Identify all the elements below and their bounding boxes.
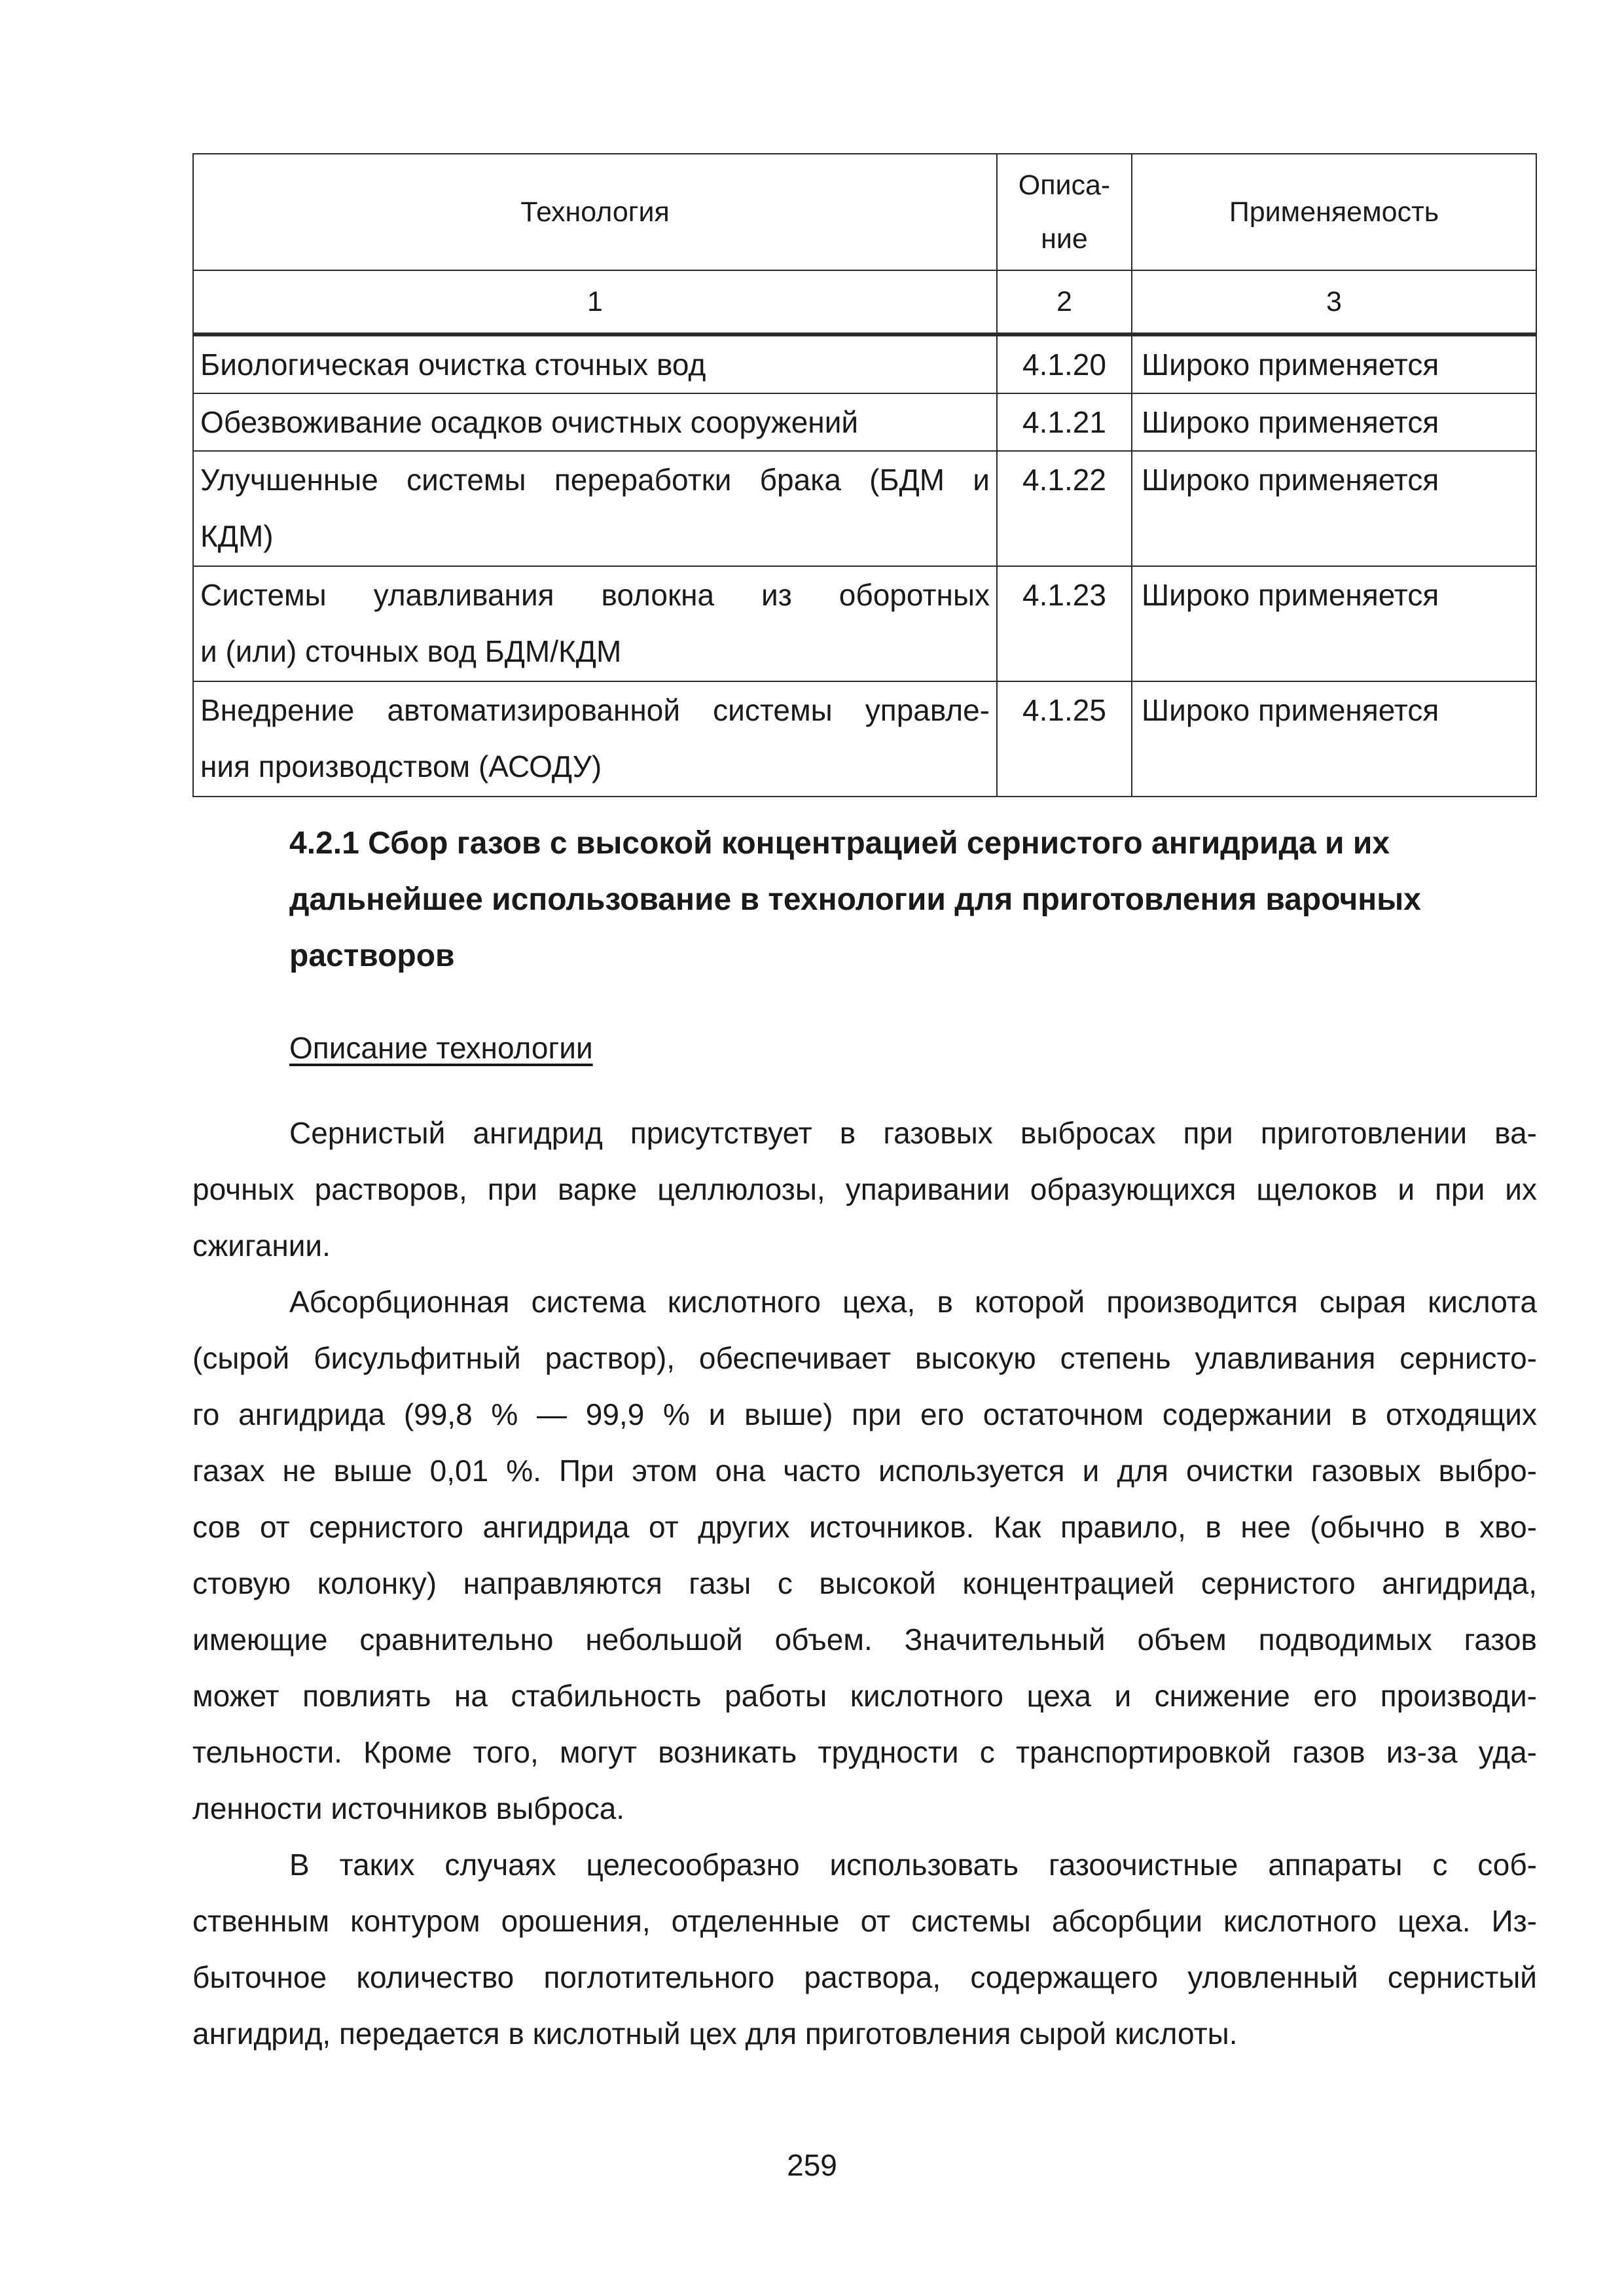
header-applicability: Применяемость [1132, 154, 1536, 270]
paragraph-line: рочных растворов, при варке целлюлозы, упаривании образующихся щелоков и при их [192, 1172, 1537, 1206]
header-description [997, 154, 1132, 270]
technology-text: ния производством (АСОДУ) [200, 749, 602, 783]
applicability-cell: Широко применяется [1132, 334, 1536, 393]
paragraph-line: ангидрид, передается в кислотный цех для приготовления сырой кислоты. [192, 2017, 1238, 2051]
section-heading-line: 4.2.1 Сбор газов с высокой концентрацией сернистого ангидрида и их [289, 826, 1390, 861]
subheading-description: Описание технологии [289, 1031, 593, 1065]
technology-text: Системы улавливания волокна из оборотных [200, 578, 990, 612]
paragraph-line: сжигании. [192, 1229, 331, 1263]
paragraph-line: стовую колонку) направляются газы с высокой концентрацией сернистого ангидрида, [192, 1566, 1537, 1600]
table-row [193, 681, 1536, 797]
paragraph-line: ленности источников выброса. [192, 1791, 625, 1825]
technology-text: Улучшенные системы переработки брака (БДМ и [200, 463, 990, 497]
paragraph [192, 1105, 1537, 1274]
section-heading [289, 816, 1537, 984]
table-row [193, 451, 1536, 566]
paragraph-line: газах не выше 0,01 %. При этом она часто используется и для очистки газовых выбро- [192, 1454, 1537, 1488]
paragraph-line: может повлиять на стабильность работы кислотного цеха и снижение его производи- [192, 1679, 1537, 1713]
technology-text: Обезвоживание осадков очистных сооружений [200, 405, 859, 439]
table-row [193, 393, 1536, 451]
technology-cell [193, 393, 997, 451]
section-heading-line: дальнейшее использование в технологии для приготовления варочных [289, 882, 1421, 917]
paragraph-line: быточное количество поглотительного раствора, содержащего уловленный сернистый [192, 1960, 1537, 1994]
paragraph [192, 1274, 1537, 1837]
table-header-row [193, 154, 1536, 270]
technology-cell [193, 334, 997, 393]
column-number: 1 [193, 270, 997, 334]
paragraph-line: Сернистый ангидрид присутствует в газовых выбросах при приготовлении ва- [289, 1116, 1537, 1150]
header-technology: Технология [193, 154, 997, 270]
description-ref-cell: 4.1.20 [997, 334, 1132, 393]
paragraph-line: имеющие сравнительно небольшой объем. Значительный объем подводимых газов [192, 1623, 1537, 1657]
applicability-cell: Широко применяется [1132, 393, 1536, 451]
technology-table [192, 153, 1537, 797]
description-ref-cell: 4.1.21 [997, 393, 1132, 451]
paragraph-line: В таких случаях целесообразно использовать газоочистные аппараты с соб- [289, 1848, 1537, 1882]
technology-cell [193, 681, 997, 797]
description-ref-cell: 4.1.23 [997, 566, 1132, 681]
technology-text: Внедрение автоматизированной системы управле- [200, 693, 990, 727]
table-row [193, 566, 1536, 681]
header-description-line-1: Описа- [1018, 170, 1111, 201]
table-row [193, 334, 1536, 393]
column-number: 2 [997, 270, 1132, 334]
paragraph-line: ственным контуром орошения, отделенные от системы абсорбции кислотного цеха. Из- [192, 1904, 1537, 1938]
paragraph-line: Абсорбционная система кислотного цеха, в которой производится сырая кислота [289, 1285, 1537, 1319]
paragraph-line: го ангидрида (99,8 % — 99,9 % и выше) при его остаточном содержании в отходящих [192, 1397, 1537, 1431]
description-ref-cell: 4.1.25 [997, 681, 1132, 797]
technology-text: Биологическая очистка сточных вод [200, 348, 706, 382]
applicability-cell: Широко применяется [1132, 681, 1536, 797]
paragraph-line: сов от сернистого ангидрида от других источников. Как правило, в нее (обычно в хво- [192, 1510, 1537, 1544]
technology-cell [193, 451, 997, 566]
technology-text: и (или) сточных вод БДМ/КДМ [200, 634, 622, 668]
description-ref-cell: 4.1.22 [997, 451, 1132, 566]
paragraph-line: (сырой бисульфитный раствор), обеспечивает высокую степень улавливания сернисто- [192, 1341, 1537, 1375]
section-heading-line: растворов [289, 939, 455, 973]
paragraph-line: тельности. Кроме того, могут возникать трудности с транспортировкой газов из-за уда- [192, 1735, 1537, 1769]
technology-text: КДМ) [200, 519, 274, 553]
technology-cell [193, 566, 997, 681]
page-number: 259 [787, 2148, 837, 2182]
applicability-cell: Широко применяется [1132, 566, 1536, 681]
paragraph [192, 1837, 1537, 2062]
column-number: 3 [1132, 270, 1536, 334]
applicability-cell: Широко применяется [1132, 451, 1536, 566]
header-description-line-2: ние [1041, 223, 1088, 255]
table-column-numbers-row [193, 270, 1536, 334]
